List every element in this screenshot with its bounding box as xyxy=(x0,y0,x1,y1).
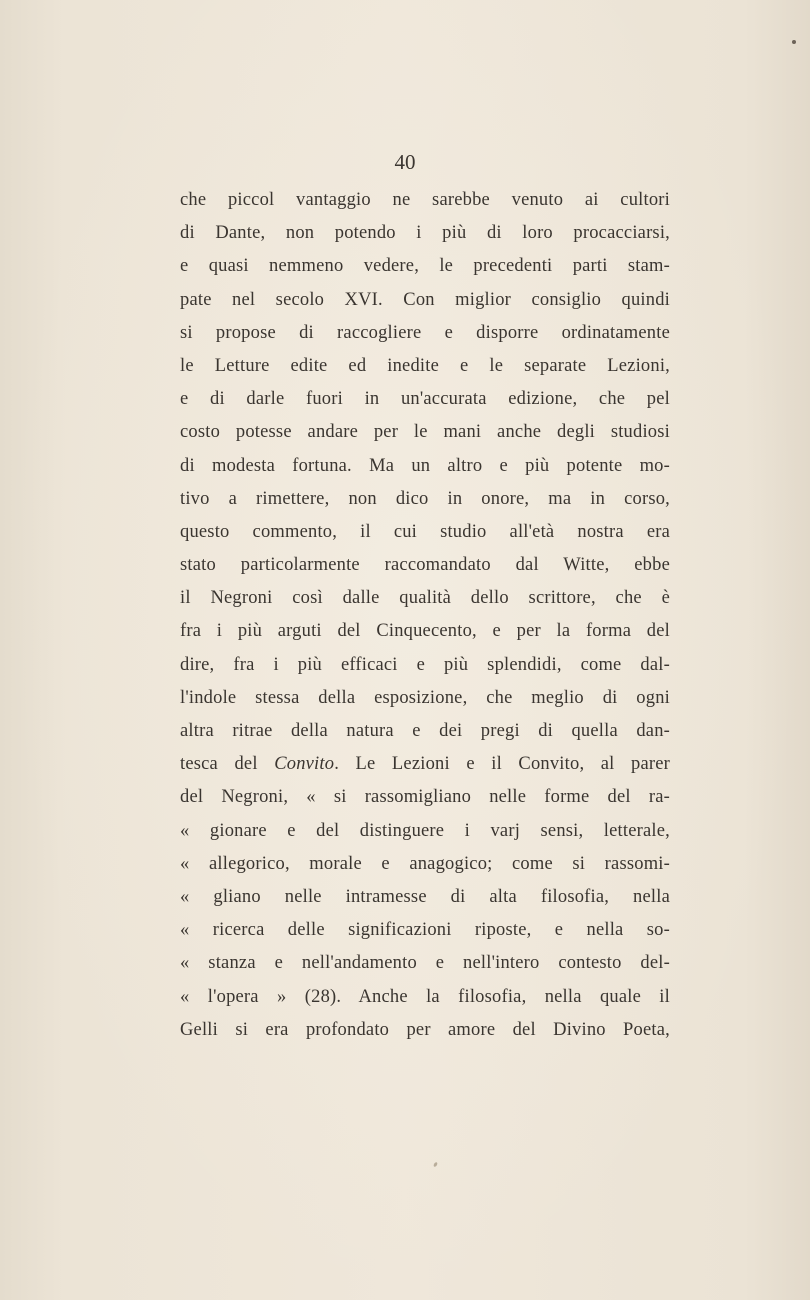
text-line: questo commento, il cui studio all'età nostra era xyxy=(180,521,670,542)
text-line: « l'opera » (28). Anche la filosofia, nella quale il xyxy=(180,986,670,1007)
text-line: « gionare e del distinguere i varj sensi, letterale, xyxy=(180,820,670,841)
text-line: il Negroni così dalle qualità dello scrittore, che è xyxy=(180,588,670,609)
text-line: le Letture edite ed inedite e le separate Lezioni, xyxy=(180,355,670,376)
text-segment: . Le Lezioni e il Convito, al parer xyxy=(334,754,671,775)
text-line: di modesta fortuna. Ma un altro e più potente mo- xyxy=(180,455,670,476)
text-segment: tesca del xyxy=(180,754,258,775)
text-line: pate nel secolo XVI. Con miglior consiglio quindi xyxy=(180,289,670,310)
text-line: « ricerca delle significazioni riposte, e nella so- xyxy=(180,920,670,941)
text-line: « allegorico, morale e anagogico; come si rassomi- xyxy=(180,853,670,874)
text-line: di Dante, non potendo i più di loro procacciarsi, xyxy=(180,223,670,244)
text-line-with-italic xyxy=(180,748,670,781)
paper-speck xyxy=(433,1162,438,1168)
body-text xyxy=(180,184,670,1047)
text-line: e di darle fuori in un'accurata edizione, che pel xyxy=(180,389,670,410)
text-line: « stanza e nell'andamento e nell'intero contesto del- xyxy=(180,953,670,974)
text-line: che piccol vantaggio ne sarebbe venuto ai cultori xyxy=(180,190,670,210)
text-line: fra i più arguti del Cinquecento, e per la forma del xyxy=(180,621,670,642)
text-line: del Negroni, « si rassomigliano nelle forme del ra- xyxy=(180,787,670,808)
text-line: si propose di raccogliere e disporre ordinatamente xyxy=(180,322,670,343)
page-number: 40 xyxy=(394,150,416,174)
text-line: stato particolarmente raccomandato dal Witte, ebbe xyxy=(180,555,670,576)
text-line: l'indole stessa della esposizione, che meglio di ogni xyxy=(180,687,670,708)
text-line: costo potesse andare per le mani anche degli studiosi xyxy=(180,422,670,443)
text-line: dire, fra i più efficaci e più splendidi, come dal- xyxy=(180,654,670,675)
italic-title: Convito xyxy=(274,754,335,775)
text-line: e quasi nemmeno vedere, le precedenti parti stam- xyxy=(180,256,670,277)
text-line: tivo a rimettere, non dico in onore, ma in corso, xyxy=(180,488,670,509)
text-line: « gliano nelle intramesse di alta filosofia, nella xyxy=(180,886,670,907)
text-line: Gelli si era profondato per amore del Divino Poeta, xyxy=(180,1019,670,1040)
ink-speck xyxy=(792,40,796,44)
text-line: altra ritrae della natura e dei pregi di quella dan- xyxy=(180,721,670,741)
